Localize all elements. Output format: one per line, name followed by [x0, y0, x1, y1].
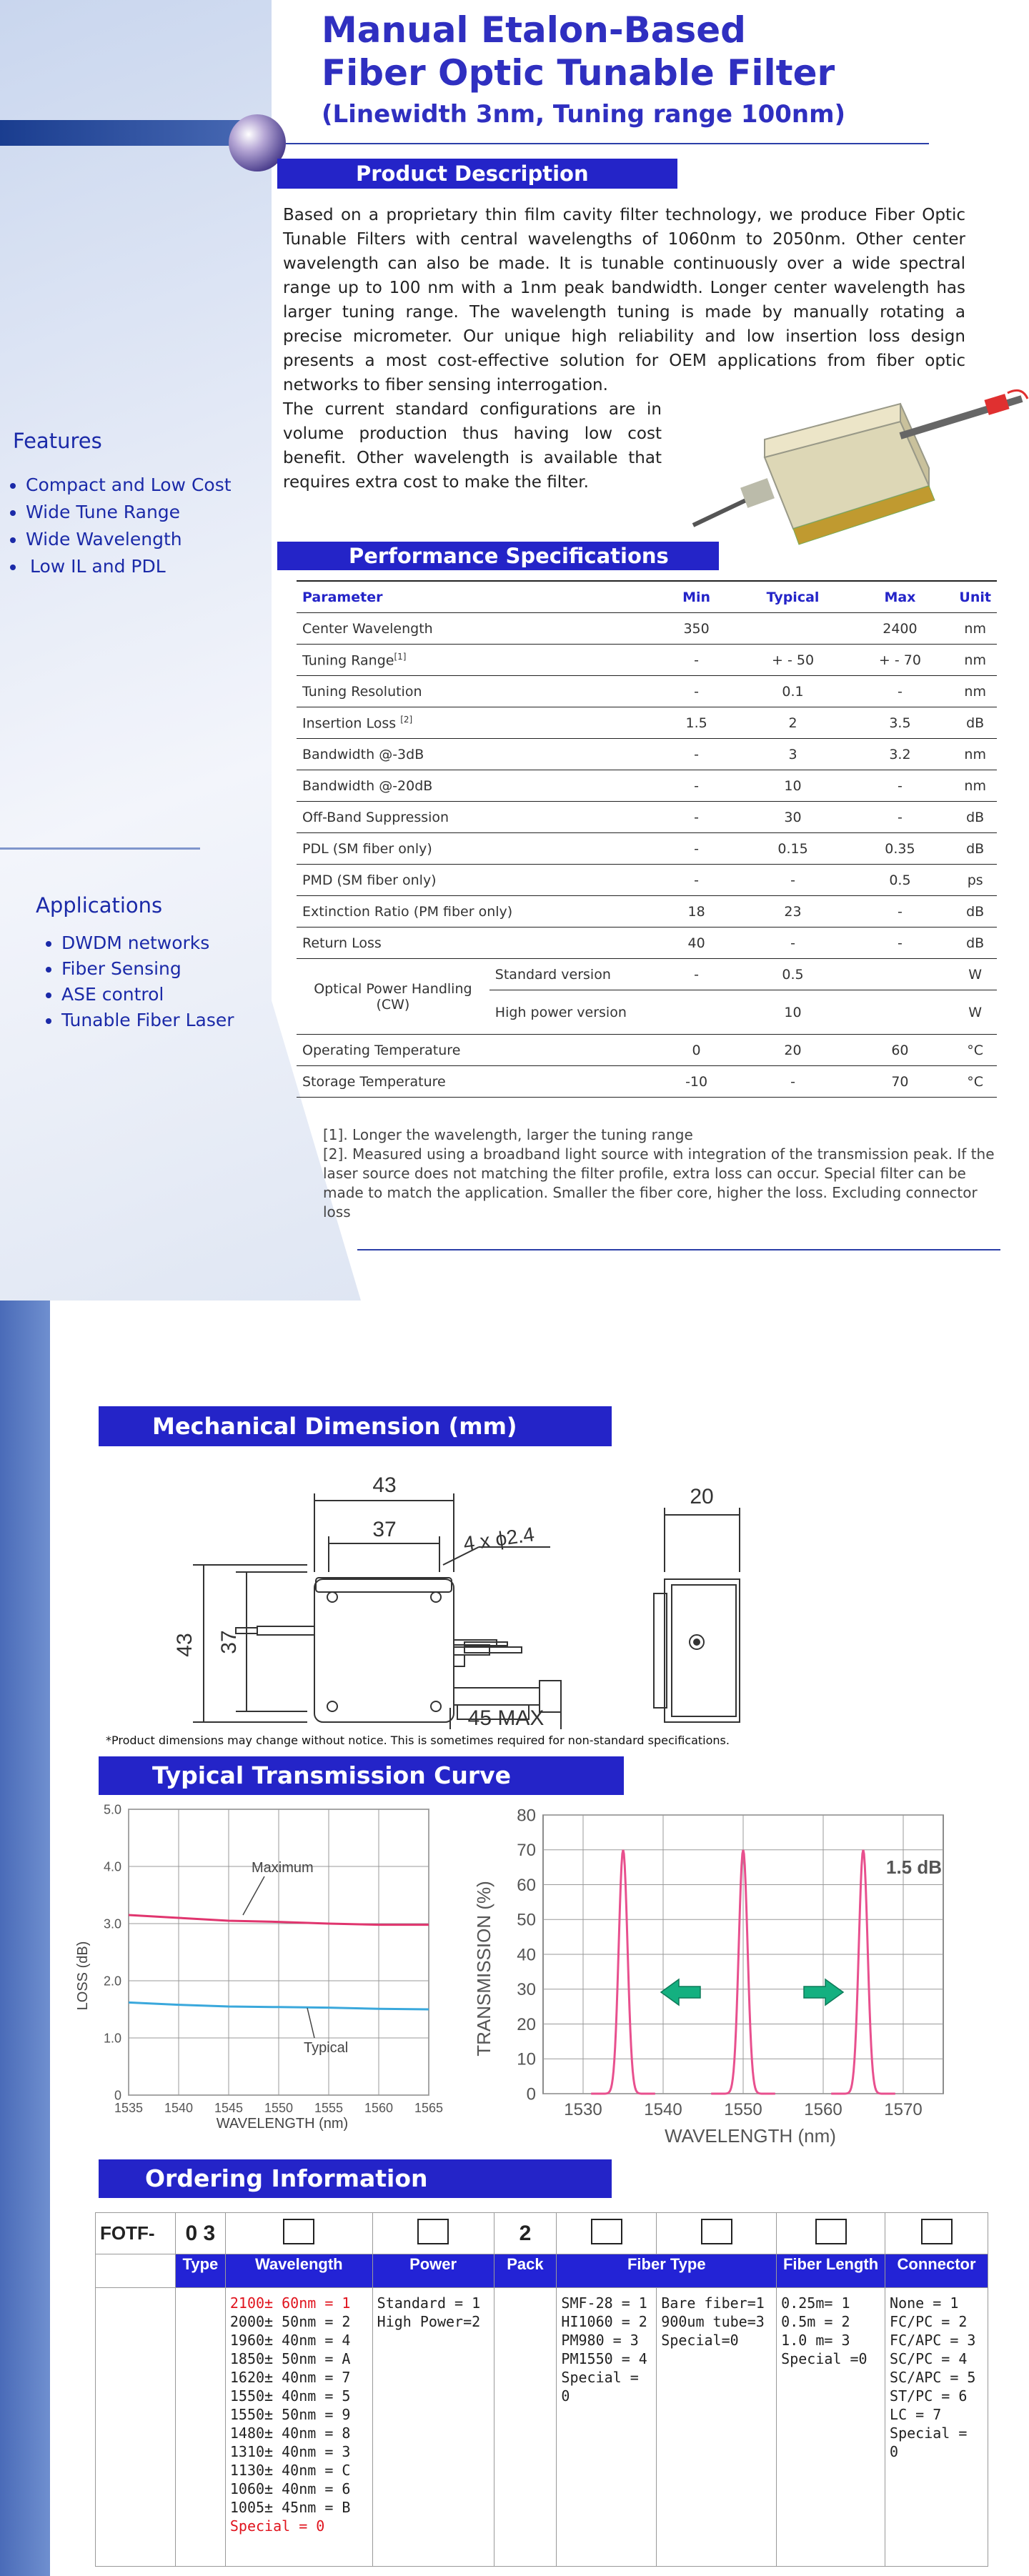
power-typ: 10	[740, 990, 847, 1035]
transmission-peak	[831, 1850, 895, 2094]
fiber-code-box[interactable]	[591, 2219, 622, 2244]
table-row	[297, 770, 997, 802]
param-label: PDL (SM fiber only)	[302, 840, 432, 857]
y-tick-label: 1.0	[103, 2031, 121, 2046]
param-unit: dB	[953, 707, 997, 739]
power-version: High power version	[489, 990, 654, 1035]
param-name	[297, 707, 654, 739]
options-blank	[96, 2288, 176, 2567]
power-min: -	[654, 959, 740, 990]
param-unit: dB	[953, 896, 997, 928]
x-tick-label: 1530	[564, 2100, 602, 2119]
features-heading: Features	[13, 429, 102, 453]
option-item: Special = 0	[561, 2369, 639, 2405]
option-item: 1960± 40nm = 4	[229, 2332, 351, 2349]
option-item: Special = 0	[229, 2517, 325, 2535]
loss-chart-ylabel: LOSS (dB)	[75, 1941, 91, 2011]
param-label: Off-Band Suppression	[302, 809, 449, 825]
table-header-row	[297, 581, 997, 613]
power-select-cell[interactable]	[372, 2213, 494, 2254]
option-item: Standard = 1	[377, 2294, 481, 2312]
performance-heading: Performance Specifications	[277, 542, 719, 570]
param-min: -10	[654, 1066, 740, 1098]
param-typ: 2	[740, 707, 847, 739]
table-row	[297, 645, 997, 676]
column-header: Connector	[885, 2254, 988, 2288]
applications-list	[36, 930, 234, 1033]
x-tick-label: 1565	[414, 2101, 444, 2115]
option-item: 1620± 40nm = 7	[229, 2369, 351, 2386]
title-line-1: Manual Etalon-Based	[322, 9, 746, 51]
column-header: Pack	[494, 2254, 557, 2288]
fiber-type-options	[557, 2288, 657, 2567]
table-row	[297, 707, 997, 739]
param-unit: nm	[953, 613, 997, 645]
option-item: Special =0	[781, 2350, 868, 2367]
param-label: Tuning Resolution	[302, 683, 422, 700]
power-options	[372, 2288, 494, 2567]
param-min: 40	[654, 928, 740, 959]
dim-height: 43	[173, 1633, 197, 1657]
option-item: High Power=2	[377, 2313, 481, 2330]
ordering-header-blank	[96, 2254, 176, 2288]
options-type	[175, 2288, 225, 2567]
param-min: -	[654, 865, 740, 896]
table-row	[297, 739, 997, 770]
param-min: -	[654, 802, 740, 833]
x-tick-label: 1540	[644, 2100, 682, 2119]
option-item: None = 1	[890, 2294, 959, 2312]
param-max: -	[846, 676, 953, 707]
option-item: 0.5m = 2	[781, 2313, 850, 2330]
option-item: 1130± 40nm = C	[229, 2462, 351, 2479]
power-handling-label: Optical Power Handling (CW)	[297, 959, 489, 1035]
transmission-annotation: 1.5 dB	[886, 1856, 943, 1878]
option-item: 1310± 40nm = 3	[229, 2443, 351, 2460]
x-tick-label: 1550	[724, 2100, 762, 2119]
x-tick-label: 1540	[164, 2101, 194, 2115]
column-header: Power	[372, 2254, 494, 2288]
order-type-code: 0 3	[175, 2213, 225, 2254]
param-typ: -	[740, 1066, 847, 1098]
option-item: 900um tube=3	[661, 2313, 765, 2330]
option-item: 1550± 40nm = 5	[229, 2387, 351, 2405]
param-label: PMD (SM fiber only)	[302, 872, 437, 888]
ordering-code-row	[96, 2213, 988, 2254]
param-unit: ps	[953, 865, 997, 896]
dim-inner-height: 37	[217, 1630, 241, 1654]
connector-code-box[interactable]	[921, 2219, 953, 2244]
applications-heading: Applications	[36, 893, 163, 917]
option-item: 1060± 40nm = 6	[229, 2480, 351, 2497]
param-unit: °C	[953, 1035, 997, 1066]
param-max: -	[846, 896, 953, 928]
option-item: 2000± 50nm = 2	[229, 2313, 351, 2330]
dim-depth: 20	[690, 1485, 714, 1508]
option-item: FC/PC = 2	[890, 2313, 968, 2330]
option-item: ST/PC = 6	[890, 2387, 968, 2405]
column-header: Unit	[953, 581, 997, 613]
connector-options	[885, 2288, 988, 2567]
ordering-heading: Ordering Information	[99, 2159, 612, 2198]
param-label: Storage Temperature	[302, 1073, 446, 1090]
x-tick-label: 1545	[214, 2101, 244, 2115]
feature-item: • Wide Wavelength	[26, 526, 232, 553]
performance-table	[297, 580, 997, 1098]
option-item: 0.25m= 1	[781, 2294, 850, 2312]
param-max: 70	[846, 1066, 953, 1098]
options-pack	[494, 2288, 557, 2567]
param-name	[297, 770, 654, 802]
header-divider	[286, 143, 929, 144]
order-prefix: FOTF-	[96, 2213, 176, 2254]
tune-left-arrow-icon	[661, 1979, 700, 2005]
param-max: 3.2	[846, 739, 953, 770]
wavelength-code-box[interactable]	[283, 2219, 314, 2244]
dim-inner-width: 37	[372, 1518, 397, 1541]
param-unit: °C	[953, 1066, 997, 1098]
param-max: -	[846, 802, 953, 833]
option-item: SC/APC = 5	[890, 2369, 976, 2386]
dim-max-length: 45 MAX	[467, 1706, 545, 1729]
table-row	[297, 1035, 997, 1066]
param-typ: -	[740, 865, 847, 896]
y-tick-label: 0	[526, 2084, 536, 2104]
param-label: Operating Temperature	[302, 1042, 461, 1058]
param-name	[297, 1035, 654, 1066]
loss-legend-maximum-pointer	[243, 1876, 264, 1915]
loss-chart-y-ticks	[104, 1802, 121, 2102]
product-description-paragraph: Based on a proprietary thin film cavity filter technology, we produce Fiber Optic Tunable Filters with central wavelengths of 1060nm to 2050nm. Other center wavelength can also be made. It is tunable continuously over a wide spectral range up to 100 nm with a 1nm peak bandwidth. Longer center wavelength has larger tuning range. The wavelength tuning is made by manually rotating a precise micrometer. Our unique high reliability and low insertion loss design presents a most cost-effective solution for OEM applications from fiber optic networks to fiber sensing interrogation.	[283, 206, 965, 394]
param-unit: nm	[953, 739, 997, 770]
param-label: Insertion Loss	[302, 715, 401, 732]
ordering-header-row	[96, 2254, 988, 2288]
param-label: Bandwidth @-20dB	[302, 777, 433, 794]
column-header: Wavelength	[225, 2254, 372, 2288]
param-typ	[740, 613, 847, 645]
application-item: • Fiber Sensing	[61, 956, 234, 982]
power-unit: W	[953, 959, 997, 990]
param-typ: 20	[740, 1035, 847, 1066]
option-item: SC/PC = 4	[890, 2350, 968, 2367]
param-max: -	[846, 770, 953, 802]
transmission-chart-xlabel: WAVELENGTH (nm)	[665, 2125, 836, 2147]
spec-rows-temperature	[297, 1035, 997, 1098]
param-label: Tuning Range	[302, 652, 394, 669]
param-typ: 3	[740, 739, 847, 770]
option-item: SMF-28 = 1	[561, 2294, 647, 2312]
param-label: Extinction Ratio (PM fiber only)	[302, 903, 513, 920]
param-unit: dB	[953, 928, 997, 959]
param-max: + - 70	[846, 645, 953, 676]
param-min: -	[654, 645, 740, 676]
param-min: 1.5	[654, 707, 740, 739]
option-item: 1550± 50nm = 9	[229, 2406, 351, 2423]
param-unit: dB	[953, 833, 997, 865]
param-name	[297, 613, 654, 645]
param-name	[297, 1066, 654, 1098]
param-typ: 10	[740, 770, 847, 802]
spec-notes	[323, 1125, 995, 1222]
transmission-peak	[591, 1850, 655, 2094]
param-label: Bandwidth @-3dB	[302, 746, 424, 762]
power-typ: 0.5	[740, 959, 847, 990]
option-item: 1480± 40nm = 8	[229, 2425, 351, 2442]
param-max: 3.5	[846, 707, 953, 739]
loss-chart-grid	[129, 1809, 429, 2095]
param-min: -	[654, 833, 740, 865]
option-item: PM1550 = 4	[561, 2350, 647, 2367]
param-unit: dB	[953, 802, 997, 833]
option-item: Special = 0	[890, 2425, 968, 2460]
column-header: Parameter	[297, 581, 654, 613]
loss-legend-maximum: Maximum	[252, 1860, 314, 1876]
application-item: • DWDM networks	[61, 930, 234, 956]
features-list	[0, 472, 232, 580]
product-description-heading: Product Description	[277, 159, 677, 189]
power-max	[846, 959, 953, 990]
param-name	[297, 833, 654, 865]
param-unit: nm	[953, 645, 997, 676]
y-tick-label: 50	[517, 1910, 536, 1930]
option-item: PM980 = 3	[561, 2332, 639, 2349]
x-tick-label: 1560	[804, 2100, 842, 2119]
y-tick-label: 20	[517, 2014, 536, 2034]
param-max: 60	[846, 1035, 953, 1066]
connector-select-cell[interactable]	[885, 2213, 988, 2254]
param-max: -	[846, 928, 953, 959]
left-decorative-band	[0, 1301, 50, 2576]
option-item: Special=0	[661, 2332, 739, 2349]
x-tick-label: 1535	[114, 2101, 144, 2115]
option-item: 1850± 50nm = A	[229, 2350, 351, 2367]
param-min: 18	[654, 896, 740, 928]
param-min: -	[654, 676, 740, 707]
ordering-options-row	[96, 2288, 988, 2567]
feature-item: • Low IL and PDL	[26, 553, 232, 580]
y-tick-label: 4.0	[103, 1859, 121, 1874]
table-row	[297, 865, 997, 896]
y-tick-label: 3.0	[103, 1916, 121, 1931]
table-row	[297, 896, 997, 928]
param-unit: nm	[953, 676, 997, 707]
feature-item: • Wide Tune Range	[26, 499, 232, 526]
table-row	[297, 833, 997, 865]
option-item: 1005± 45nm = B	[229, 2499, 351, 2516]
product-config-paragraph: The current standard configurations are in volume production thus having low cost benefit. Other wavelength is available that requires extra cost to make the filter.	[283, 400, 662, 492]
wavelength-options	[225, 2288, 372, 2567]
param-name	[297, 928, 654, 959]
fiber-length-options	[777, 2288, 885, 2567]
y-tick-label: 30	[517, 1980, 536, 2000]
param-typ: 0.1	[740, 676, 847, 707]
loss-legend-typical: Typical	[304, 2040, 349, 2056]
power-version: Standard version	[489, 959, 654, 990]
application-item: • ASE control	[61, 982, 234, 1008]
order-pack-code: 2	[494, 2213, 557, 2254]
param-name	[297, 645, 654, 676]
y-tick-label: 70	[517, 1841, 536, 1861]
application-item: • Tunable Fiber Laser	[61, 1008, 234, 1033]
option-item: HI1060 = 2	[561, 2313, 647, 2330]
power-max	[846, 990, 953, 1035]
length-select-cell[interactable]	[777, 2213, 885, 2254]
option-item: 1.0 m= 3	[781, 2332, 850, 2349]
y-tick-label: 2.0	[103, 1974, 121, 1989]
y-tick-label: 80	[517, 1806, 536, 1826]
feature-item: • Compact and Low Cost	[26, 472, 232, 499]
param-typ: 0.15	[740, 833, 847, 865]
param-name	[297, 739, 654, 770]
x-tick-label: 1555	[314, 2101, 344, 2115]
y-tick-label: 10	[517, 2049, 536, 2069]
spec-note-1: [1]. Longer the wavelength, larger the tuning range	[323, 1126, 693, 1143]
column-header: Max	[846, 581, 953, 613]
mechanical-footnote: *Product dimensions may change without notice. This is sometimes required for non-standard specifications.	[106, 1734, 730, 1747]
column-header: Type	[175, 2254, 225, 2288]
loss-legend-typical-pointer	[307, 2008, 314, 2038]
y-tick-label: 60	[517, 1875, 536, 1895]
transmission-heading: Typical Transmission Curve	[99, 1756, 624, 1795]
loss-chart-xlabel: WAVELENGTH (nm)	[216, 2116, 349, 2132]
tube-options	[657, 2288, 777, 2567]
table-row	[297, 802, 997, 833]
param-label: Return Loss	[302, 935, 382, 951]
option-item: Bare fiber=1	[661, 2294, 765, 2312]
table-row	[297, 1066, 997, 1098]
power-min	[654, 990, 740, 1035]
param-name	[297, 865, 654, 896]
mechanical-drawing	[150, 1465, 793, 1729]
table-row	[297, 613, 997, 645]
y-tick-label: 5.0	[103, 1802, 121, 1817]
option-item: FC/APC = 3	[890, 2332, 976, 2349]
param-label: Center Wavelength	[302, 620, 433, 637]
transmission-chart-x-ticks	[564, 2100, 922, 2119]
power-unit: W	[953, 990, 997, 1035]
tube-select-cell[interactable]	[657, 2213, 777, 2254]
table-row	[297, 928, 997, 959]
product-photo	[686, 379, 1029, 557]
tube-code-box[interactable]	[701, 2219, 732, 2244]
param-min: 0	[654, 1035, 740, 1066]
option-item: LC = 7	[890, 2406, 942, 2423]
power-code-box[interactable]	[417, 2219, 449, 2244]
column-header: Typical	[740, 581, 847, 613]
transmission-chart-y-ticks	[517, 1806, 536, 2104]
param-typ: -	[740, 928, 847, 959]
param-min: 350	[654, 613, 740, 645]
param-footnote-ref: [1]	[394, 651, 407, 662]
ordering-table	[95, 2212, 988, 2567]
x-tick-label: 1560	[364, 2101, 394, 2115]
param-typ: 30	[740, 802, 847, 833]
column-header: Fiber Length	[777, 2254, 885, 2288]
option-item: 2100± 60nm = 1	[229, 2294, 351, 2312]
param-min: -	[654, 739, 740, 770]
param-max: 0.5	[846, 865, 953, 896]
loss-chart	[64, 1801, 464, 2137]
table-row	[297, 959, 997, 990]
transmission-chart-ylabel: TRANSMISSION (%)	[473, 1881, 494, 2057]
spec-note-2: [2]. Measured using a broadband light source with integration of the transmission peak. If the laser source does not matching the filter profile, extra loss can occur. Special filter can be made to match the application. Smaller the fiber core, higher the loss. Excluding connector loss	[323, 1145, 995, 1220]
spec-divider	[357, 1249, 1000, 1250]
mechanical-heading: Mechanical Dimension (mm)	[99, 1406, 612, 1446]
transmission-chart	[472, 1801, 972, 2158]
y-tick-label: 40	[517, 1945, 536, 1965]
side-divider	[0, 847, 200, 850]
loss-chart-x-ticks	[114, 2101, 443, 2115]
x-tick-label: 1550	[264, 2101, 294, 2115]
param-name	[297, 896, 654, 928]
x-tick-label: 1570	[884, 2100, 923, 2119]
param-max: 2400	[846, 613, 953, 645]
param-unit: nm	[953, 770, 997, 802]
param-footnote-ref: [2]	[400, 714, 413, 725]
page-subtitle: (Linewidth 3nm, Tuning range 100nm)	[322, 100, 846, 129]
dim-holes: 4 x ϕ2.4	[462, 1523, 536, 1555]
y-tick-label: 0	[114, 2088, 121, 2103]
wavelength-select-cell[interactable]	[225, 2213, 372, 2254]
fiber-select-cell[interactable]	[557, 2213, 657, 2254]
column-header: Fiber Type	[557, 2254, 777, 2288]
param-max: 0.35	[846, 833, 953, 865]
param-typ: 23	[740, 896, 847, 928]
page-title	[322, 9, 835, 94]
dim-width: 43	[372, 1473, 397, 1497]
column-header: Min	[654, 581, 740, 613]
spec-rows-main	[297, 613, 997, 959]
length-code-box[interactable]	[815, 2219, 847, 2244]
param-min: -	[654, 770, 740, 802]
param-name	[297, 802, 654, 833]
title-line-2: Fiber Optic Tunable Filter	[322, 52, 835, 94]
table-row	[297, 676, 997, 707]
param-name	[297, 676, 654, 707]
param-typ: + - 50	[740, 645, 847, 676]
